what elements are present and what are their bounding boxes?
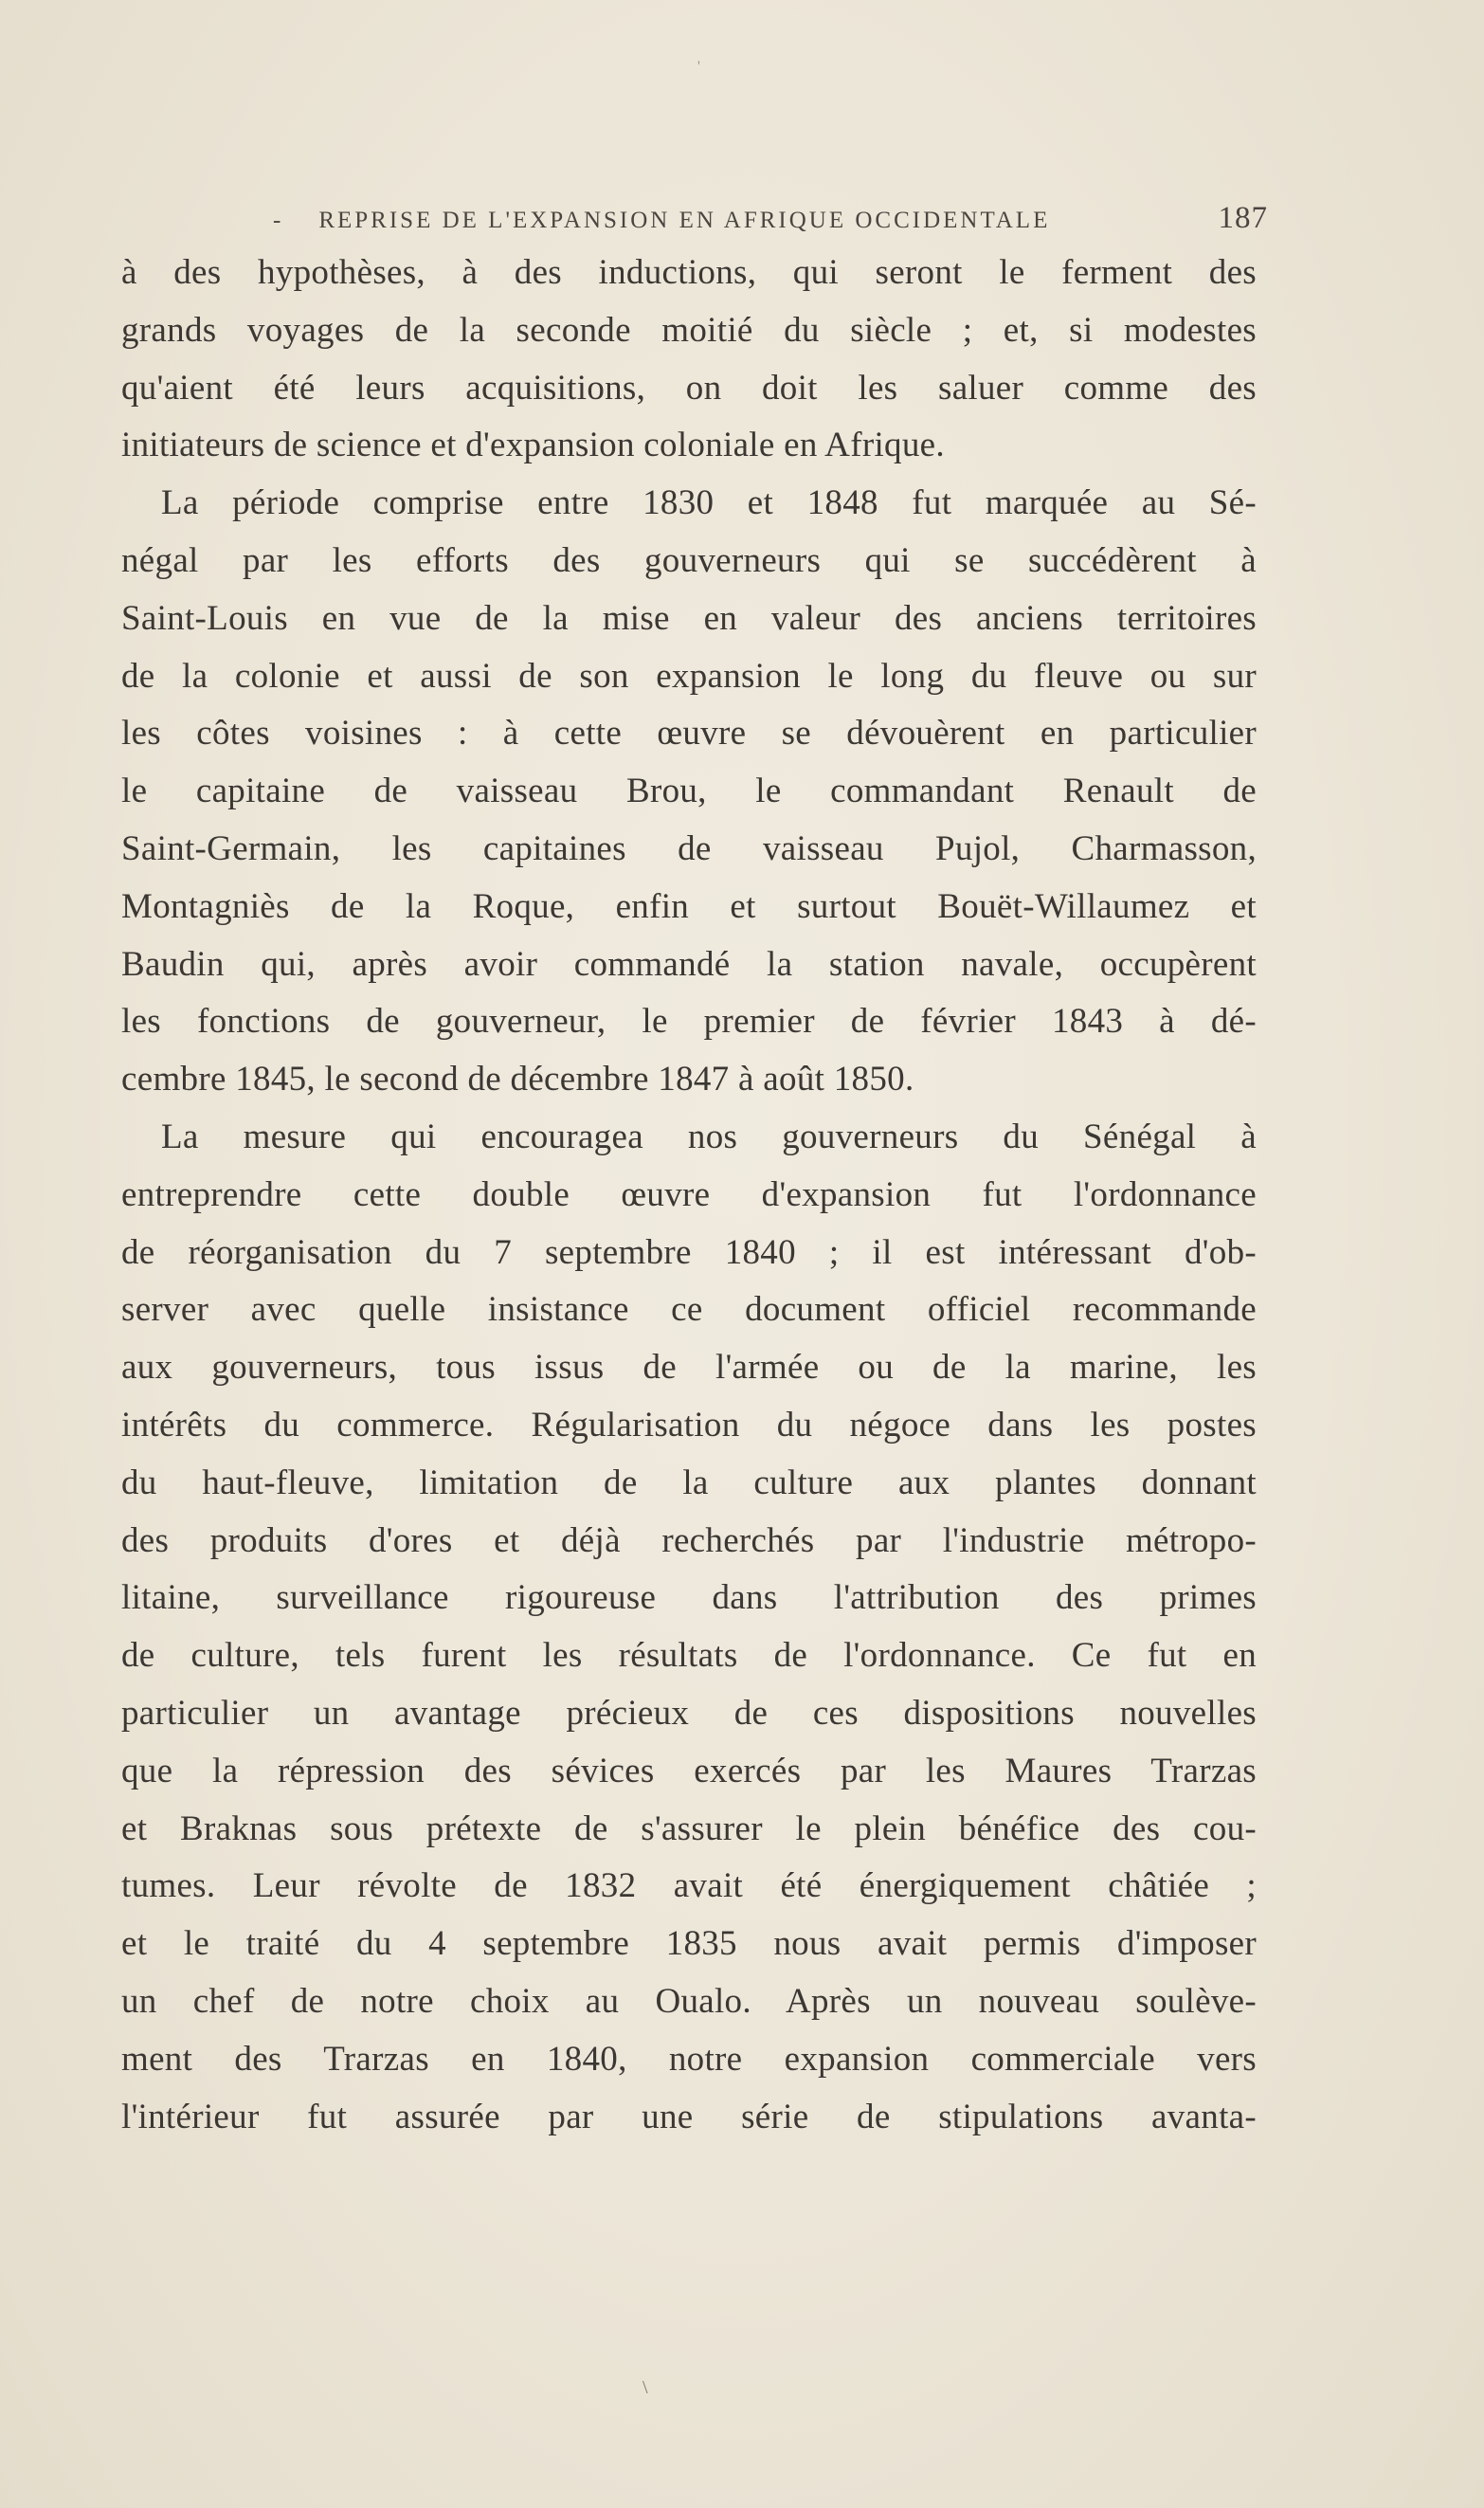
text-line: du haut-fleuve, limitation de la culture aux plantes donnant (121, 1463, 1257, 1502)
text-line: de la colonie et aussi de son expansion le long du fleuve ou sur (121, 656, 1257, 696)
running-title (273, 208, 1050, 234)
text-line: l'intérieur fut assurée par une série de stipulations avanta- (121, 2097, 1257, 2136)
running-title-text: REPRISE DE L'EXPANSION EN AFRIQUE OCCIDENTALE (318, 208, 1051, 233)
text-line: un chef de notre choix au Oualo. Après un nouveau soulève- (121, 1981, 1257, 2021)
text-line: entreprendre cette double œuvre d'expansion fut l'ordonnance (121, 1174, 1257, 1214)
text-line: Montagniès de la Roque, enfin et surtout Bouët-Willaumez et (121, 886, 1257, 926)
text-line: le capitaine de vaisseau Brou, le commandant Renault de (121, 772, 1257, 811)
text-line: litaine, surveillance rigoureuse dans l'attribution des primes (121, 1578, 1257, 1618)
text-line: tumes. Leur révolte de 1832 avait été énergiquement châtiée ; (121, 1866, 1257, 1906)
text-line: ment des Trarzas en 1840, notre expansion commerciale vers (121, 2039, 1257, 2079)
text-line: et le traité du 4 septembre 1835 nous avait permis d'imposer (121, 1924, 1257, 1964)
running-title-dash: - (273, 208, 284, 233)
text-line: les fonctions de gouverneur, le premier de février 1843 à dé- (121, 1002, 1257, 1042)
text-line: Baudin qui, après avoir commandé la station navale, occupèrent (121, 944, 1257, 984)
text-line: particulier un avantage précieux de ces dispositions nouvelles (121, 1693, 1257, 1733)
text-line: Saint-Louis en vue de la mise en valeur des anciens territoires (121, 598, 1257, 638)
text-line: qu'aient été leurs acquisitions, on doit les saluer comme des (121, 368, 1257, 408)
text-line: La période comprise entre 1830 et 1848 fut marquée au Sé- (161, 483, 1257, 523)
text-line: et Braknas sous prétexte de s'assurer le plein bénéfice des cou- (121, 1808, 1257, 1848)
running-head (216, 201, 1268, 239)
text-line: les côtes voisines : à cette œuvre se dévouèrent en particulier (121, 714, 1257, 754)
text-line: Saint-Germain, les capitaines de vaisseau Pujol, Charmasson, (121, 828, 1257, 868)
text-line: de réorganisation du 7 septembre 1840 ; il est intéressant d'ob- (121, 1232, 1257, 1272)
footer-speck: \ (642, 2377, 648, 2398)
text-line: intérêts du commerce. Régularisation du négoce dans les postes (121, 1405, 1257, 1445)
text-line: initiateurs de science et d'expansion coloniale en Afrique. (121, 426, 945, 465)
page-number: 187 (1218, 201, 1268, 235)
text-line: grands voyages de la seconde moitié du siècle ; et, si modestes (121, 310, 1257, 350)
text-line: que la répression des sévices exercés par les Maures Trarzas (121, 1751, 1257, 1790)
text-line: à des hypothèses, à des inductions, qui seront le ferment des (121, 253, 1257, 292)
body-text (121, 245, 1257, 2146)
text-line: cembre 1845, le second de décembre 1847 à août 1850. (121, 1060, 914, 1100)
text-line: server avec quelle insistance ce document officiel recommande (121, 1290, 1257, 1330)
text-line: La mesure qui encouragea nos gouverneurs du Sénégal à (161, 1117, 1257, 1156)
top-speck: ' (697, 59, 700, 75)
text-line: de culture, tels furent les résultats de l'ordonnance. Ce fut en (121, 1636, 1257, 1676)
text-line: des produits d'ores et déjà recherchés par l'industrie métropo- (121, 1520, 1257, 1560)
text-line: aux gouverneurs, tous issus de l'armée ou de la marine, les (121, 1348, 1257, 1388)
text-line: négal par les efforts des gouverneurs qui se succédèrent à (121, 540, 1257, 580)
